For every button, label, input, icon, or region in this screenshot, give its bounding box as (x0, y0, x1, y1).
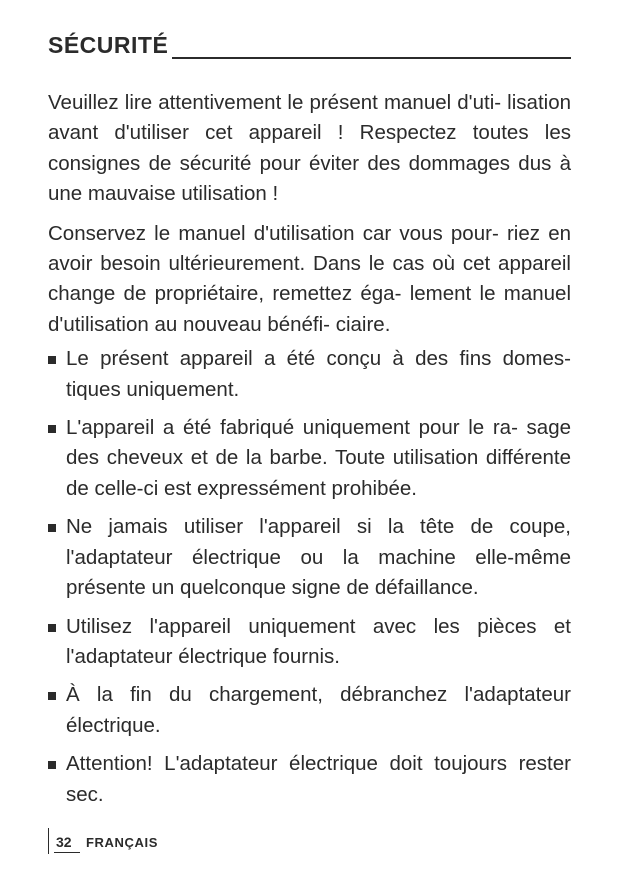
title-rule-line (172, 57, 571, 59)
square-bullet-icon (48, 524, 56, 532)
page-number-underline (54, 852, 80, 853)
square-bullet-icon (48, 761, 56, 769)
square-bullet-icon (48, 425, 56, 433)
safety-bullet-list (48, 344, 571, 810)
list-item (48, 413, 571, 504)
square-bullet-icon (48, 624, 56, 632)
square-bullet-icon (48, 692, 56, 700)
footer-divider (48, 828, 49, 854)
list-item-text: L'appareil a été fabriqué uniquement pour le ra- sage des cheveux et de la barbe. Toute utilisation différente de celle-ci est expressément prohibée. (66, 416, 571, 500)
footer-language: FRANÇAIS (86, 835, 158, 850)
list-item (48, 344, 571, 405)
storage-paragraph: Conservez le manuel d'utilisation car vous pour- riez en avoir besoin ultérieurement. Dans le cas où cet appareil change de propriétaire, remettez éga- lement le manuel d'utilisation au nouveau bénéfi- ciaire. (48, 221, 571, 336)
list-item-text: Ne jamais utiliser l'appareil si la tête de coupe, l'adaptateur électrique ou la machine elle-même présente un quelconque signe de défaillance. (66, 515, 571, 600)
list-item (48, 749, 571, 810)
section-title: SÉCURITÉ (48, 32, 169, 58)
list-item (48, 680, 571, 741)
page-content (48, 88, 571, 818)
square-bullet-icon (48, 356, 56, 364)
list-item-text: Attention! L'adaptateur électrique doit toujours rester sec. (66, 752, 571, 806)
section-header (48, 30, 571, 64)
page-number: 32 (56, 834, 72, 850)
list-item-text: À la fin du chargement, débranchez l'adaptateur électrique. (66, 683, 571, 737)
intro-paragraph: Veuillez lire attentivement le présent manuel d'uti- lisation avant d'utiliser cet appareil ! Respectez toutes les consignes de sécurité pour éviter des dommages dus à une mauvaise utilisation ! (48, 91, 571, 206)
list-item-text: Utilisez l'appareil uniquement avec les pièces et l'adaptateur électrique fournis. (66, 614, 571, 668)
list-item (48, 612, 571, 673)
list-item (48, 512, 571, 603)
list-item-text: Le présent appareil a été conçu à des fins domes- tiques uniquement. (66, 347, 571, 401)
